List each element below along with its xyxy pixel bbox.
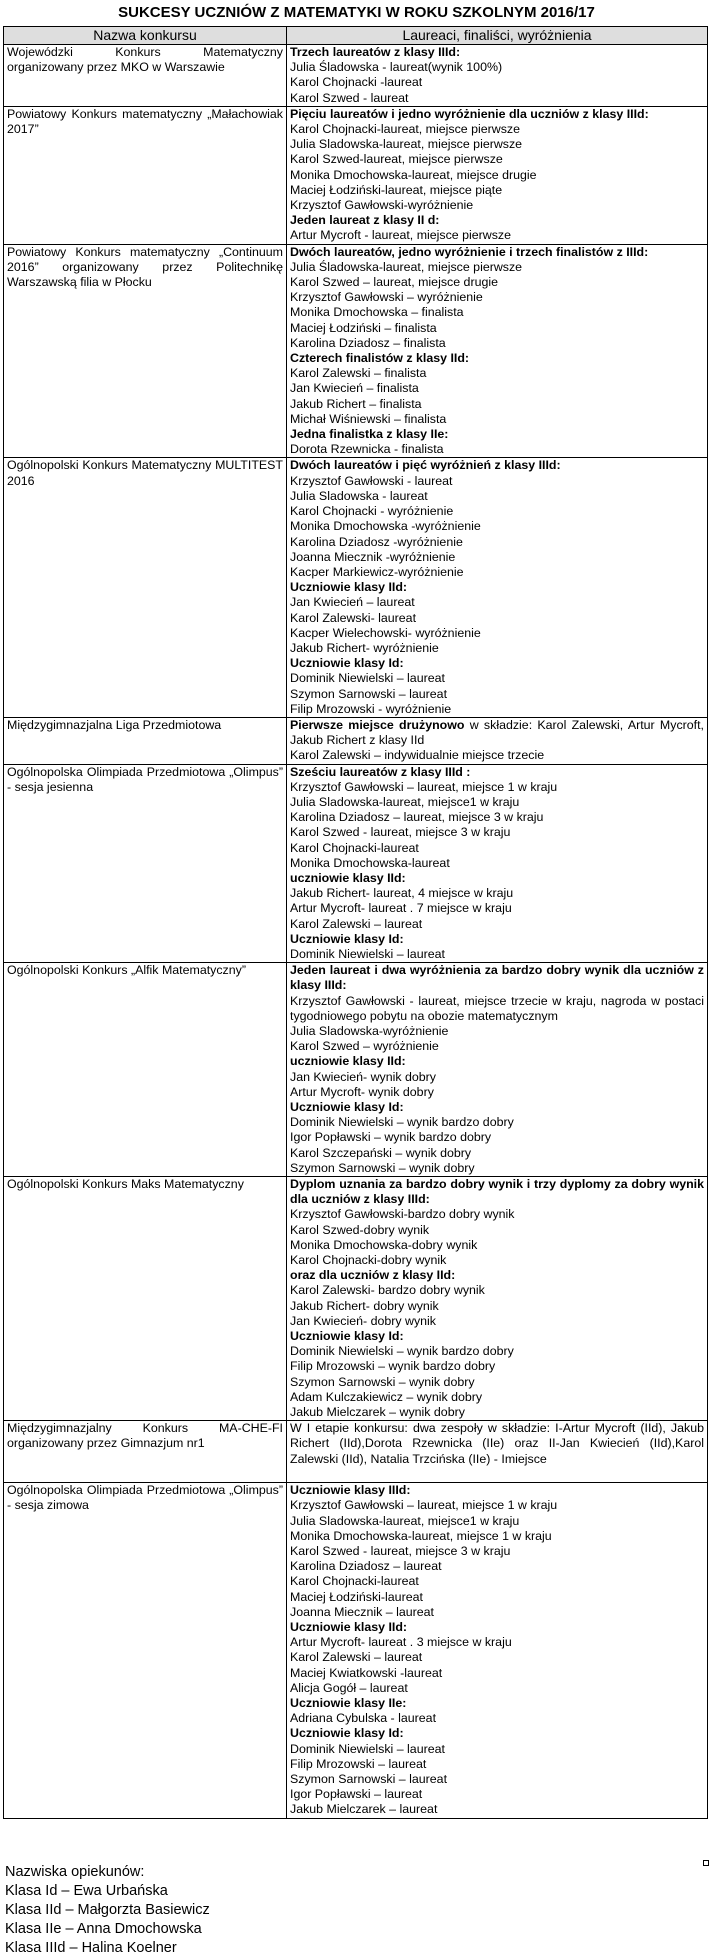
result-entry: Julia Sladowska-laureat, miejsce1 w kraju <box>290 1513 520 1528</box>
result-entry: Monika Dmochowska-laureat, miejsce drugie <box>290 167 537 182</box>
result-entry: Jan Kwiecień- dobry wynik <box>290 1313 436 1328</box>
result-group-heading: Jeden laureat i dwa wyróżnienia za bardzo dobry wynik dla uczniów z klasy IIId: <box>290 963 704 993</box>
result-entry: Monika Dmochowska-laureat, miejsce 1 w kraju <box>290 1528 552 1543</box>
result-group-heading: Dyplom uznania za bardzo dobry wynik i trzy dyplomy za dobry wynik dla uczniów z klasy IIId: <box>290 1177 704 1207</box>
result-group-heading: Dwóch laureatów, jedno wyróżnienie i trzech finalistów z IIId: <box>290 244 649 259</box>
result-entry: Karol Zalewski – finalista <box>290 366 427 381</box>
contest-results <box>287 717 708 764</box>
result-entry: Karolina Dziadosz -wyróżnienie <box>290 534 463 549</box>
result-entry: Dominik Niewielski – laureat <box>290 1741 445 1756</box>
result-entry: Karol Szwed-laureat, miejsce pierwsze <box>290 152 503 167</box>
result-entry: Krzysztof Gawłowski - laureat <box>290 473 453 488</box>
result-entry: Krzysztof Gawłowski – wyróżnienie <box>290 290 483 305</box>
contest-results <box>287 963 708 1177</box>
result-entry: Jan Kwiecień – laureat <box>290 595 415 610</box>
result-entry: Karol Chojnacki-dobry wynik <box>290 1253 447 1268</box>
result-group-heading: Uczniowie klasy IIe: <box>290 1695 407 1710</box>
result-entry: Artur Mycroft- laureat . 7 miejsce w kraju <box>290 901 512 916</box>
result-entry: Krzysztof Gawłowski-wyróżnienie <box>290 198 474 213</box>
table-row <box>4 1421 708 1483</box>
guardian-entry: Klasa IId – Małgorzta Basiewicz <box>5 1902 210 1918</box>
result-entry: Karol Chojnacki - wyróżnienie <box>290 504 454 519</box>
result-entry: Karol Szwed - laureat <box>290 90 409 105</box>
result-entry: Karol Zalewski – indywidualnie miejsce trzecie <box>290 748 545 763</box>
result-entry: Dorota Rzewnicka - finalista <box>290 442 444 457</box>
contest-name: Międzygimnazjalny Konkurs MA-CHE-FI organizowany przez Gimnazjum nr1 <box>4 1421 287 1483</box>
contest-results <box>287 458 708 717</box>
table-body <box>4 45 708 1819</box>
result-entry: Karol Chojnacki-laureat <box>290 1574 419 1589</box>
table-row <box>4 244 708 458</box>
result-entry: Monika Dmochowska-dobry wynik <box>290 1237 478 1252</box>
result-group-heading: Uczniowie klasy IId: <box>290 1619 408 1634</box>
result-entry: Szymon Sarnowski – laureat <box>290 1771 448 1786</box>
results-table <box>3 26 708 1819</box>
document-title: SUKCESY UCZNIÓW Z MATEMATYKI W ROKU SZKOLNYM 2016/17 <box>118 4 595 21</box>
result-entry: Jan Kwiecień- wynik dobry <box>290 1069 436 1084</box>
result-entry: Dominik Niewielski – wynik bardzo dobry <box>290 1115 514 1130</box>
result-group-heading: uczniowie klasy IId: <box>290 1054 406 1069</box>
table-row <box>4 764 708 963</box>
result-entry: Karol Szwed-dobry wynik <box>290 1222 430 1237</box>
result-entry: Krzysztof Gawłowski – laureat, miejsce 1 w kraju <box>290 1498 558 1513</box>
contest-name: Ogólnopolska Olimpiada Przedmiotowa „Olimpus” - sesja zimowa <box>4 1483 287 1818</box>
contest-results <box>287 244 708 458</box>
result-entry: Karol Zalewski – laureat <box>290 1650 423 1665</box>
result-entry: Jakub Mielczarek – wynik dobry <box>290 1405 465 1420</box>
table-header-row <box>4 27 708 45</box>
result-entry: Filip Mrozowski - wyróżnienie <box>290 701 452 716</box>
result-entry: Maciej Łodziński-laureat, miejsce piąte <box>290 182 503 197</box>
table-row <box>4 45 708 107</box>
result-entry: Joanna Miecznik – laureat <box>290 1604 434 1619</box>
result-group-heading: Uczniowie klasy Id: <box>290 1726 404 1741</box>
result-entry: Maciej Kwiatkowski -laureat <box>290 1665 443 1680</box>
guardian-entry: Klasa Id – Ewa Urbańska <box>5 1883 168 1899</box>
result-entry: Michał Wiśniewski – finalista <box>290 411 447 426</box>
result-group-heading: Jeden laureat z klasy II d: <box>290 213 440 228</box>
result-entry: Karol Chojnacki -laureat <box>290 75 423 90</box>
result-entry: Karol Zalewski- bardzo dobry wynik <box>290 1283 485 1298</box>
result-entry: Karol Szwed - laureat, miejsce 3 w kraju <box>290 1543 511 1558</box>
result-entry: Julia Śladowska-laureat, miejsce pierwsze <box>290 259 523 274</box>
result-entry: Jakub Mielczarek – laureat <box>290 1802 438 1817</box>
table-row <box>4 1177 708 1421</box>
result-group-heading: Trzech laureatów z klasy IIId: <box>290 45 461 59</box>
guardians-heading: Nazwiska opiekunów: <box>5 1864 145 1880</box>
result-entry: Jan Kwiecień – finalista <box>290 381 419 396</box>
blank-line <box>290 1467 704 1482</box>
result-entry: Monika Dmochowska-laureat <box>290 855 450 870</box>
contest-results <box>287 1177 708 1421</box>
contest-name: Ogólnopolski Konkurs „Alfik Matematyczny” <box>4 963 287 1177</box>
result-entry: Artur Mycroft- laureat . 3 miejsce w kraju <box>290 1635 512 1650</box>
result-entry: Kacper Wielechowski- wyróżnienie <box>290 625 481 640</box>
result-entry: Dominik Niewielski – laureat <box>290 671 445 686</box>
result-entry: Joanna Miecznik -wyróżnienie <box>290 549 456 564</box>
contest-results <box>287 106 708 244</box>
result-entry: Karol Chojnacki-laureat <box>290 840 419 855</box>
result-entry: Julia Sladowska-wyróżnienie <box>290 1024 449 1038</box>
result-entry: Monika Dmochowska -wyróżnienie <box>290 519 481 534</box>
guardians-section <box>5 1863 210 1958</box>
result-entry: Igor Popławski – laureat <box>290 1787 423 1802</box>
result-entry: Karol Szczepański – wynik dobry <box>290 1145 472 1160</box>
result-group-heading: Sześciu laureatów z klasy IIId : <box>290 764 471 779</box>
result-entry: Artur Mycroft - laureat, miejsce pierwsze <box>290 228 512 243</box>
result-group-heading: oraz dla uczniów z klasy IId: <box>290 1268 456 1283</box>
result-entry: Karol Szwed – laureat, miejsce drugie <box>290 275 498 290</box>
result-entry: Maciej Łodziński-laureat <box>290 1589 423 1604</box>
result-group-heading: Uczniowie klasy IIId: <box>290 1483 411 1498</box>
result-entry: Julia Śladowska - laureat(wynik 100%) <box>290 60 503 75</box>
result-entry: Julia Sladowska-laureat, miejsce1 w kraju <box>290 794 520 809</box>
result-entry: W I etapie konkursu: dwa zespoły w składzie: I-Artur Mycroft (IId), Jakub Richert (IId),Dorota Rzewnicka (IIe) oraz II-Jan Kwiecień (IId),Karol Zalewski (IId), Natalia Trzcińska (IIe) - Imiejsce <box>290 1421 704 1466</box>
result-group-heading: Uczniowie klasy Id: <box>290 1329 404 1344</box>
result-entry: Adam Kulczakiewicz – wynik dobry <box>290 1389 483 1404</box>
result-entry: Szymon Sarnowski – laureat <box>290 686 448 701</box>
result-entry: Krzysztof Gawłowski-bardzo dobry wynik <box>290 1207 515 1222</box>
result-entry: Filip Mrozowski – wynik bardzo dobry <box>290 1359 496 1374</box>
contest-name: Ogólnopolski Konkurs Matematyczny MULTITEST 2016 <box>4 458 287 717</box>
result-group-heading: Pięciu laureatów i jedno wyróżnienie dla uczniów z klasy IIId: <box>290 106 649 121</box>
result-entry: Jakub Richert – finalista <box>290 396 422 411</box>
contest-name: Powiatowy Konkurs matematyczny „Continuum 2016” organizowany przez Politechnikę Warszawską filia w Płocku <box>4 244 287 458</box>
result-group-heading: Uczniowie klasy Id: <box>290 1100 404 1115</box>
result-entry: Karol Zalewski – laureat <box>290 916 423 931</box>
result-entry: Monika Dmochowska – finalista <box>290 305 464 320</box>
table-row <box>4 1483 708 1818</box>
result-group-heading: uczniowie klasy IId: <box>290 870 406 885</box>
result-entry: Filip Mrozowski – laureat <box>290 1756 427 1771</box>
result-group-heading: Uczniowie klasy Id: <box>290 931 404 946</box>
result-group-heading: Uczniowie klasy IId: <box>290 580 408 595</box>
table-row <box>4 458 708 717</box>
contest-name: Wojewódzki Konkurs Matematyczny organizowany przez MKO w Warszawie <box>4 45 287 107</box>
result-entry: Krzysztof Gawłowski – laureat, miejsce 1 w kraju <box>290 779 558 794</box>
result-entry: Karol Zalewski- laureat <box>290 610 417 625</box>
guardian-entry: Klasa IIe – Anna Dmochowska <box>5 1921 202 1937</box>
table-row <box>4 963 708 1177</box>
result-entry: Adriana Cybulska - laureat <box>290 1711 437 1726</box>
result-entry: Szymon Sarnowski – wynik dobry <box>290 1160 475 1175</box>
column-header-results: Laureaci, finaliści, wyróżnienia <box>287 27 708 45</box>
contest-name: Ogólnopolska Olimpiada Przedmiotowa „Olimpus” - sesja jesienna <box>4 764 287 963</box>
contest-name: Ogólnopolski Konkurs Maks Matematyczny <box>4 1177 287 1421</box>
result-entry: Jakub Richert- wyróżnienie <box>290 640 439 655</box>
result-entry: Artur Mycroft- wynik dobry <box>290 1084 434 1099</box>
table-row <box>4 717 708 764</box>
result-entry: Igor Popławski – wynik bardzo dobry <box>290 1130 492 1145</box>
result-entry: Alicja Gogół – laureat <box>290 1680 408 1695</box>
table-row <box>4 106 708 244</box>
contest-name: Powiatowy Konkurs matematyczny „Małachowiak 2017” <box>4 106 287 244</box>
result-entry: Jakub Richert- laureat, 4 miejsce w kraju <box>290 886 514 901</box>
result-group-heading: Dwóch laureatów i pięć wyróżnień z klasy IIId: <box>290 458 561 473</box>
result-entry: Karol Chojnacki-laureat, miejsce pierwsze <box>290 122 521 137</box>
guardians-list <box>5 1882 210 1958</box>
contest-results <box>287 1421 708 1483</box>
table-resize-handle[interactable] <box>703 1860 709 1866</box>
result-entry: Julia Sladowska - laureat <box>290 488 428 503</box>
result-entry: Kacper Markiewicz-wyróżnienie <box>290 564 464 579</box>
result-entry: Julia Sladowska-laureat, miejsce pierwsze <box>290 137 523 152</box>
result-entry: Dominik Niewielski – wynik bardzo dobry <box>290 1344 514 1359</box>
result-group-heading: Jedna finalistka z klasy IIe: <box>290 427 449 442</box>
contest-name: Międzygimnazjalna Liga Przedmiotowa <box>4 717 287 764</box>
guardian-entry: Klasa IIId – Halina Koelner <box>5 1940 177 1956</box>
result-entry: Pierwsze miejsce drużynowo w składzie: Karol Zalewski, Artur Mycroft, Jakub Richert z klasy IId <box>290 717 704 748</box>
result-entry: Karolina Dziadosz – laureat, miejsce 3 w kraju <box>290 810 544 825</box>
result-entry: Dominik Niewielski – laureat <box>290 946 445 961</box>
contest-results <box>287 45 708 107</box>
result-entry: Karolina Dziadosz – finalista <box>290 335 446 350</box>
contest-results <box>287 764 708 963</box>
result-entry: Karolina Dziadosz – laureat <box>290 1559 442 1574</box>
result-entry: Karol Szwed - laureat, miejsce 3 w kraju <box>290 825 511 840</box>
contest-results <box>287 1483 708 1818</box>
result-entry: Szymon Sarnowski – wynik dobry <box>290 1374 475 1389</box>
result-group-heading: Czterech finalistów z klasy IId: <box>290 351 470 366</box>
result-group-heading: Uczniowie klasy Id: <box>290 656 404 671</box>
column-header-contest: Nazwa konkursu <box>4 27 287 45</box>
result-entry: Maciej Łodziński – finalista <box>290 320 437 335</box>
result-entry: Krzysztof Gawłowski - laureat, miejsce trzecie w kraju, nagroda w postaci tygodniowego pobytu na obozie matematycznym <box>290 993 704 1023</box>
result-entry: Jakub Richert- dobry wynik <box>290 1298 439 1313</box>
result-entry: Karol Szwed – wyróżnienie <box>290 1039 439 1054</box>
